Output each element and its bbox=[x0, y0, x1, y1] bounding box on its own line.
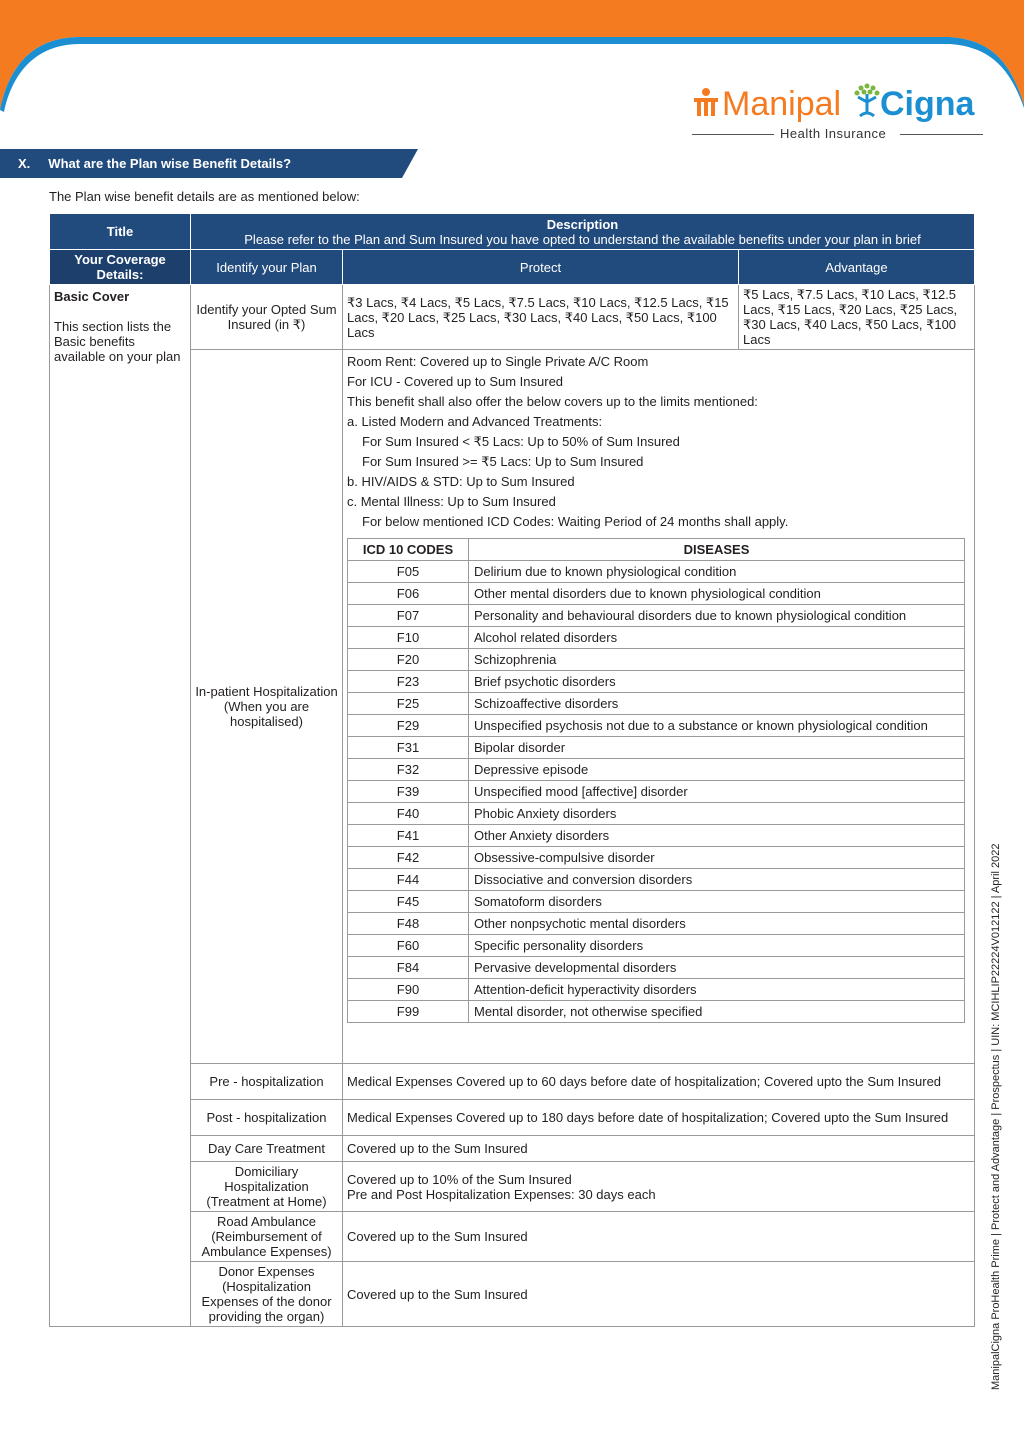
icd-row bbox=[348, 759, 965, 781]
icd-code: F23 bbox=[348, 671, 469, 693]
benefit-label: Pre - hospitalization bbox=[191, 1064, 343, 1100]
header-title: Title bbox=[50, 214, 191, 250]
table-header-row-1 bbox=[50, 214, 975, 250]
table-header-row-2 bbox=[50, 250, 975, 285]
basic-cover-cell bbox=[50, 285, 191, 1327]
logo-subtitle: Health Insurance bbox=[690, 124, 985, 144]
icd-disease: Personality and behavioural disorders due to known physiological condition bbox=[469, 605, 965, 627]
icd-disease: Bipolar disorder bbox=[469, 737, 965, 759]
inpatient-line: b. HIV/AIDS & STD: Up to Sum Insured bbox=[347, 474, 575, 489]
icd-row bbox=[348, 913, 965, 935]
section-title: What are the Plan wise Benefit Details? bbox=[48, 156, 292, 171]
icd-row bbox=[348, 935, 965, 957]
icd-disease: Other Anxiety disorders bbox=[469, 825, 965, 847]
inpatient-line: For Sum Insured < ₹5 Lacs: Up to 50% of Sum Insured bbox=[362, 434, 680, 449]
icd-row bbox=[348, 803, 965, 825]
icd-row bbox=[348, 869, 965, 891]
icd-disease: Alcohol related disorders bbox=[469, 627, 965, 649]
benefit-label: Road Ambulance (Reimbursement of Ambulance Expenses) bbox=[191, 1212, 343, 1262]
icd-disease: Other nonpsychotic mental disorders bbox=[469, 913, 965, 935]
icd-codes-table bbox=[347, 538, 965, 1023]
icd-disease: Attention-deficit hyperactivity disorders bbox=[469, 979, 965, 1001]
icd-row bbox=[348, 649, 965, 671]
icd-code: F10 bbox=[348, 627, 469, 649]
cigna-tree-icon bbox=[852, 82, 882, 120]
icd-code: F90 bbox=[348, 979, 469, 1001]
logo-manipal-text: Manipal bbox=[722, 85, 842, 123]
icd-code: F40 bbox=[348, 803, 469, 825]
icd-disease: Somatoform disorders bbox=[469, 891, 965, 913]
icd-row bbox=[348, 737, 965, 759]
icd-code: F48 bbox=[348, 913, 469, 935]
icd-disease: Phobic Anxiety disorders bbox=[469, 803, 965, 825]
section-heading bbox=[0, 149, 418, 178]
sum-insured-label: Identify your Opted Sum Insured (in ₹) bbox=[191, 285, 343, 350]
sum-insured-row bbox=[50, 285, 975, 350]
icd-code: F39 bbox=[348, 781, 469, 803]
header-coverage: Your Coverage Details: bbox=[50, 250, 191, 285]
icd-row bbox=[348, 979, 965, 1001]
benefit-label: Post - hospitalization bbox=[191, 1100, 343, 1136]
inpatient-label: In-patient Hospitalization (When you are hospitalised) bbox=[191, 350, 343, 1064]
icd-code: F41 bbox=[348, 825, 469, 847]
icd-code: F45 bbox=[348, 891, 469, 913]
intro-text: The Plan wise benefit details are as mentioned below: bbox=[49, 189, 360, 204]
icd-row bbox=[348, 693, 965, 715]
benefit-desc: Medical Expenses Covered up to 180 days before date of hospitalization; Covered upto the Sum Insured bbox=[343, 1100, 975, 1136]
icd-row bbox=[348, 825, 965, 847]
side-footer-text: ManipalCigna ProHealth Prime | Protect and Advantage | Prospectus | UIN: MCIHLIP22224V012122 | April 2022 bbox=[990, 843, 1002, 1390]
icd-disease: Unspecified psychosis not due to a substance or known physiological condition bbox=[469, 715, 965, 737]
benefit-label: Day Care Treatment bbox=[191, 1136, 343, 1162]
header-description: Description Please refer to the Plan and Sum Insured you have opted to understand the available benefits under your plan in brief bbox=[191, 214, 975, 250]
brand-logo bbox=[690, 80, 990, 150]
manipal-emblem-icon bbox=[692, 86, 720, 120]
benefit-label: Donor Expenses (Hospitalization Expenses of the donor providing the organ) bbox=[191, 1262, 343, 1327]
benefit-label: Domiciliary Hospitalization (Treatment at Home) bbox=[191, 1162, 343, 1212]
icd-row bbox=[348, 891, 965, 913]
icd-row bbox=[348, 715, 965, 737]
benefit-desc: Medical Expenses Covered up to 60 days before date of hospitalization; Covered upto the Sum Insured bbox=[343, 1064, 975, 1100]
header-identify-plan: Identify your Plan bbox=[191, 250, 343, 285]
section-number: X. bbox=[18, 156, 31, 171]
icd-code: F29 bbox=[348, 715, 469, 737]
icd-disease: Other mental disorders due to known physiological condition bbox=[469, 583, 965, 605]
icd-disease: Mental disorder, not otherwise specified bbox=[469, 1001, 965, 1023]
icd-code: F25 bbox=[348, 693, 469, 715]
basic-cover-desc: This section lists the Basic benefits available on your plan bbox=[54, 319, 181, 364]
inpatient-line: a. Listed Modern and Advanced Treatments: bbox=[347, 414, 603, 429]
icd-disease: Unspecified mood [affective] disorder bbox=[469, 781, 965, 803]
icd-code: F44 bbox=[348, 869, 469, 891]
benefit-desc: Covered up to 10% of the Sum Insured Pre and Post Hospitalization Expenses: 30 days each bbox=[343, 1162, 975, 1212]
icd-disease: Delirium due to known physiological condition bbox=[469, 561, 965, 583]
icd-code: F60 bbox=[348, 935, 469, 957]
benefit-desc: Covered up to the Sum Insured bbox=[343, 1136, 975, 1162]
icd-disease: Obsessive-compulsive disorder bbox=[469, 847, 965, 869]
icd-row bbox=[348, 671, 965, 693]
basic-cover-title: Basic Cover bbox=[54, 289, 130, 304]
inpatient-line: Room Rent: Covered up to Single Private A/C Room bbox=[347, 354, 649, 369]
header-advantage: Advantage bbox=[739, 250, 975, 285]
icd-code: F05 bbox=[348, 561, 469, 583]
protect-sums: ₹3 Lacs, ₹4 Lacs, ₹5 Lacs, ₹7.5 Lacs, ₹10 Lacs, ₹12.5 Lacs, ₹15 Lacs, ₹20 Lacs, ₹25 Lacs, ₹30 Lacs, ₹40 Lacs, ₹50 Lacs, ₹100 Lacs bbox=[343, 285, 739, 350]
icd-row bbox=[348, 605, 965, 627]
icd-code: F32 bbox=[348, 759, 469, 781]
icd-disease: Schizoaffective disorders bbox=[469, 693, 965, 715]
inpatient-line: c. Mental Illness: Up to Sum Insured bbox=[347, 494, 556, 509]
icd-code: F42 bbox=[348, 847, 469, 869]
header-protect: Protect bbox=[343, 250, 739, 285]
logo-cigna-text: Cigna bbox=[880, 85, 975, 123]
icd-disease: Depressive episode bbox=[469, 759, 965, 781]
icd-disease: Schizophrenia bbox=[469, 649, 965, 671]
icd-code: F84 bbox=[348, 957, 469, 979]
icd-row bbox=[348, 561, 965, 583]
benefit-table bbox=[49, 213, 975, 1327]
inpatient-line: For ICU - Covered up to Sum Insured bbox=[347, 374, 564, 389]
icd-header-code: ICD 10 CODES bbox=[348, 539, 469, 561]
inpatient-line: This benefit shall also offer the below covers up to the limits mentioned: bbox=[347, 394, 758, 409]
icd-code: F31 bbox=[348, 737, 469, 759]
icd-row bbox=[348, 583, 965, 605]
icd-header-disease: DISEASES bbox=[469, 539, 965, 561]
icd-disease: Specific personality disorders bbox=[469, 935, 965, 957]
icd-disease: Brief psychotic disorders bbox=[469, 671, 965, 693]
icd-code: F20 bbox=[348, 649, 469, 671]
icd-row bbox=[348, 627, 965, 649]
benefit-desc: Covered up to the Sum Insured bbox=[343, 1262, 975, 1327]
inpatient-line: For Sum Insured >= ₹5 Lacs: Up to Sum Insured bbox=[362, 454, 644, 469]
inpatient-line: For below mentioned ICD Codes: Waiting Period of 24 months shall apply. bbox=[362, 514, 789, 529]
icd-header-row bbox=[348, 539, 965, 561]
inpatient-details bbox=[343, 350, 975, 1064]
icd-code: F07 bbox=[348, 605, 469, 627]
icd-disease: Dissociative and conversion disorders bbox=[469, 869, 965, 891]
icd-code: F99 bbox=[348, 1001, 469, 1023]
icd-code: F06 bbox=[348, 583, 469, 605]
benefit-desc: Covered up to the Sum Insured bbox=[343, 1212, 975, 1262]
icd-row bbox=[348, 1001, 965, 1023]
icd-row bbox=[348, 957, 965, 979]
icd-row bbox=[348, 781, 965, 803]
icd-disease: Pervasive developmental disorders bbox=[469, 957, 965, 979]
advantage-sums: ₹5 Lacs, ₹7.5 Lacs, ₹10 Lacs, ₹12.5 Lacs, ₹15 Lacs, ₹20 Lacs, ₹25 Lacs, ₹30 Lacs, ₹40 Lacs, ₹50 Lacs, ₹100 Lacs bbox=[739, 285, 975, 350]
icd-row bbox=[348, 847, 965, 869]
